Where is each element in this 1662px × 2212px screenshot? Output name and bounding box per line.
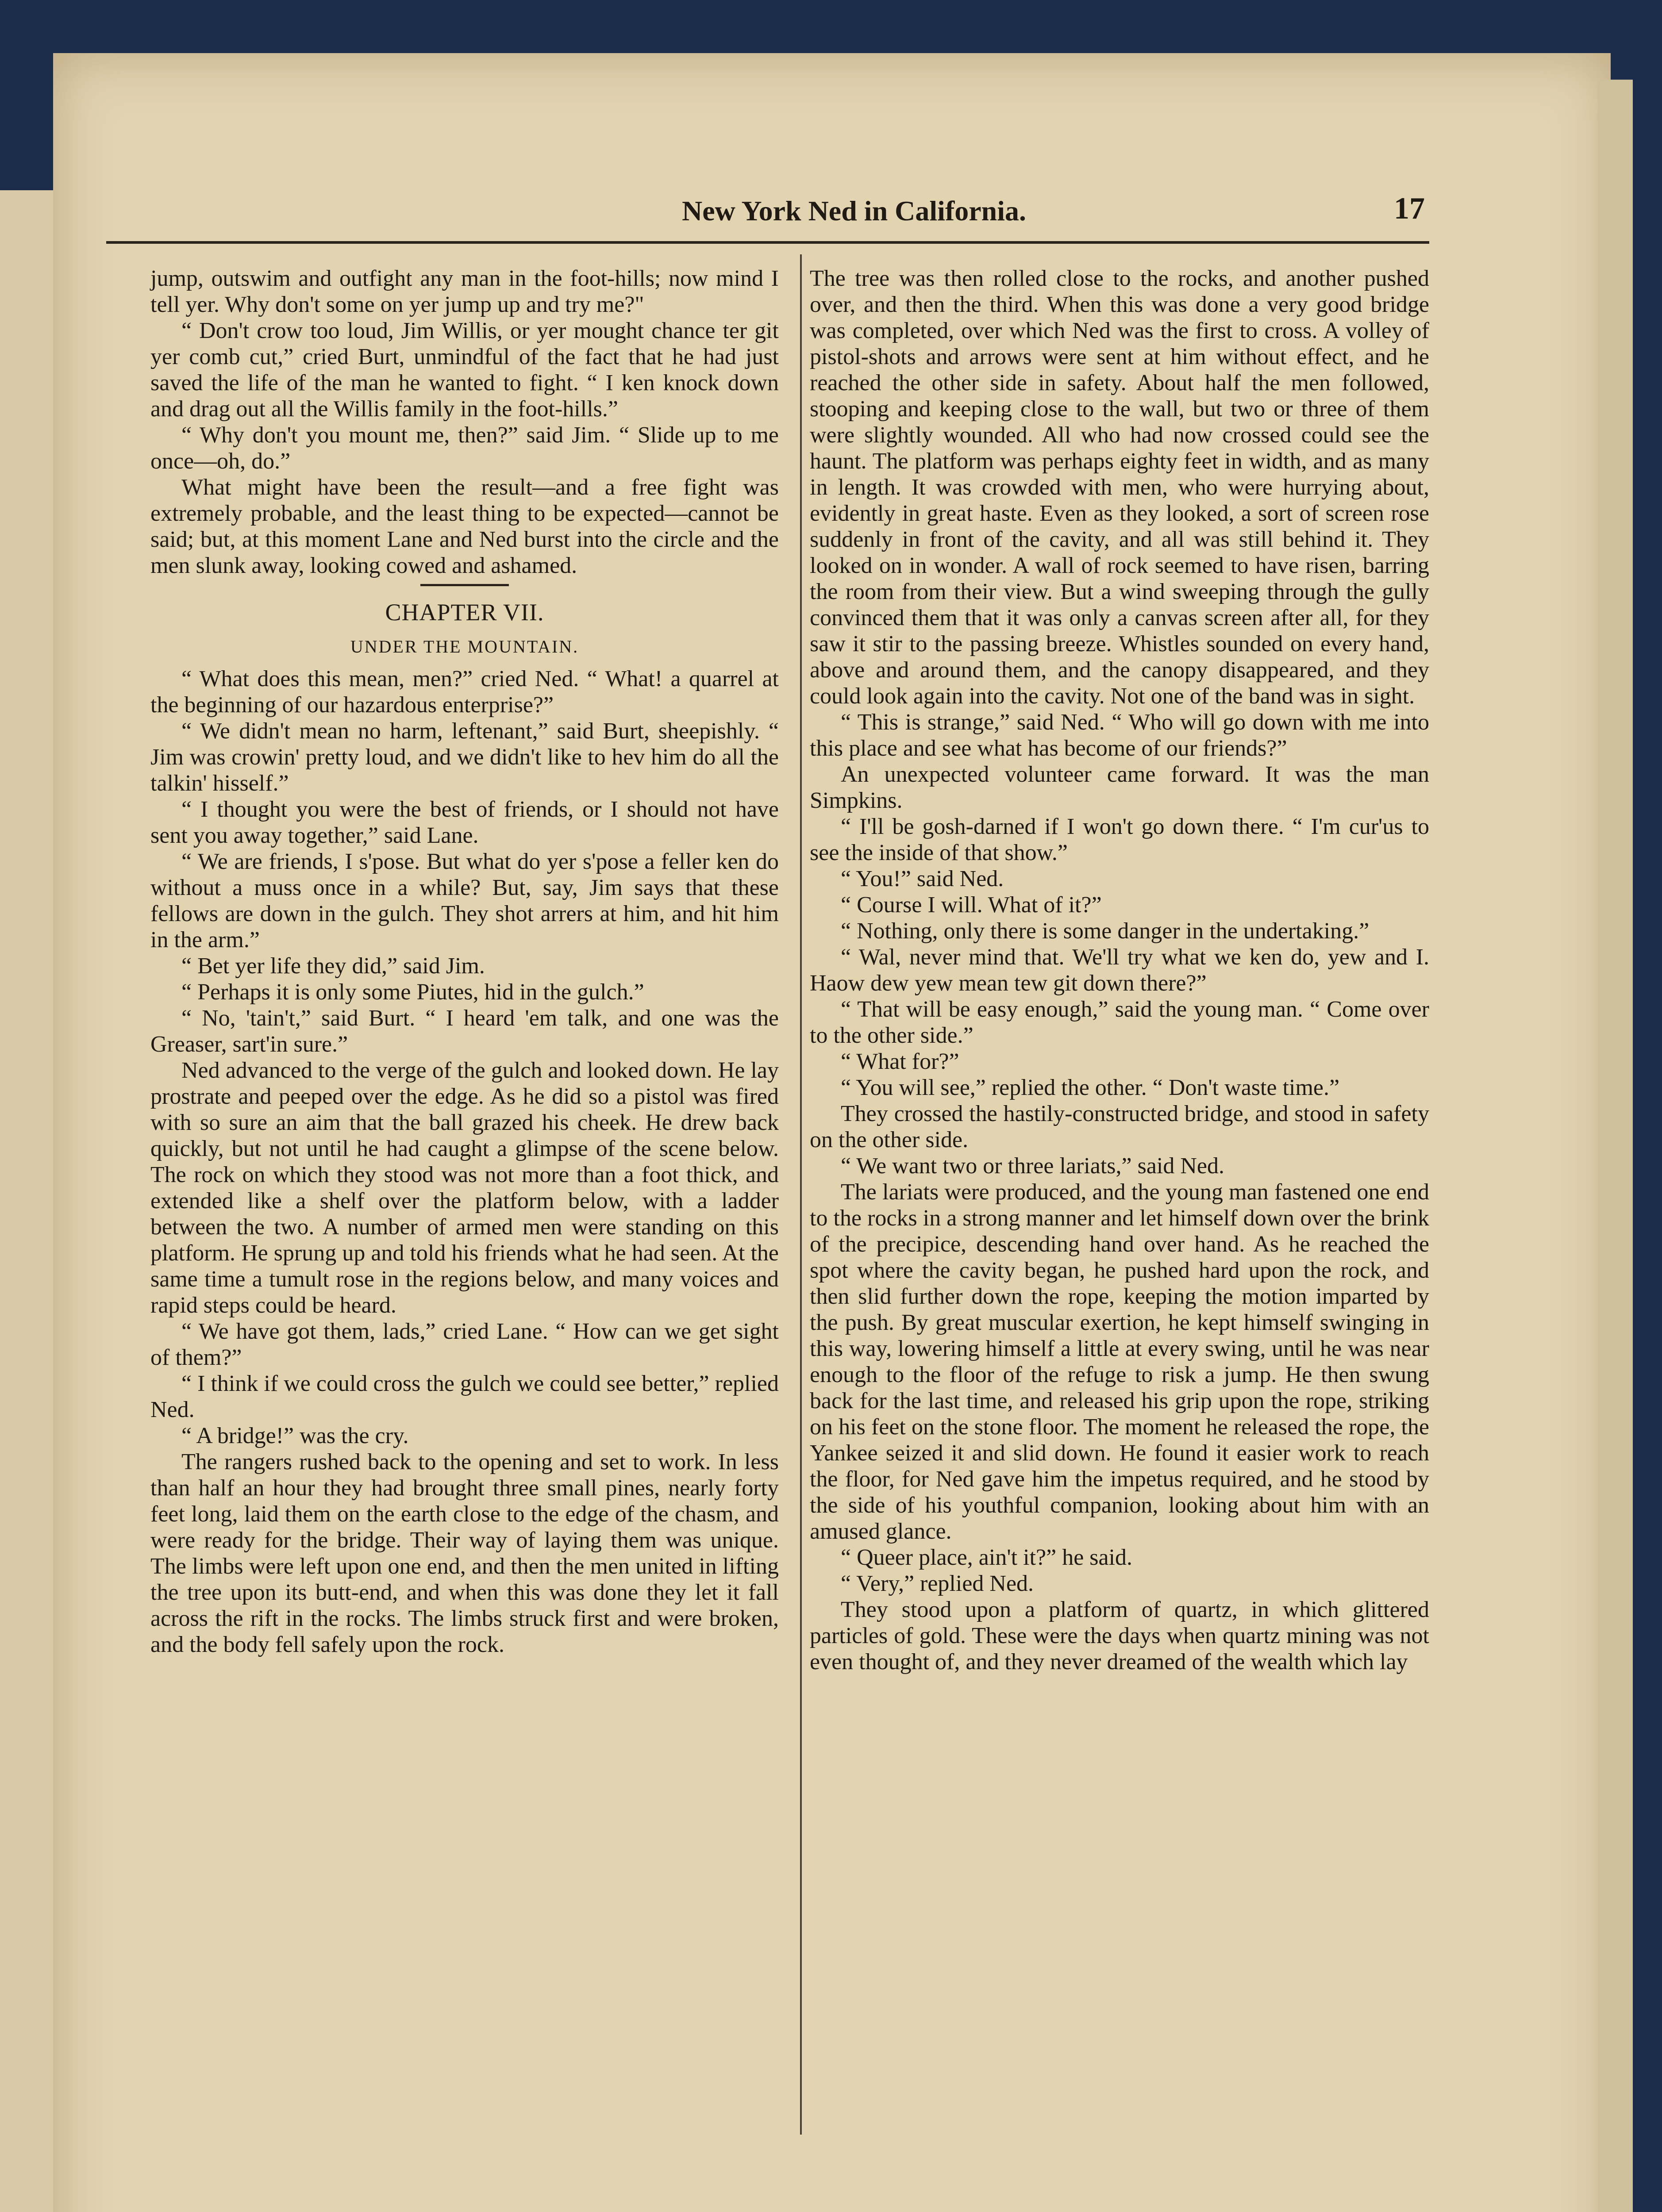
paragraph: “ I'll be gosh-darned if I won't go down there. “ I'm cur'us to see the inside of that show.” bbox=[810, 814, 1429, 865]
paragraph: The tree was then rolled close to the rocks, and another pushed over, and then the third. When this was done a very good bridge was completed, over which Ned was the first to cross. A volley of pistol-shots and arrows were sent at him without effect, and he reached the other side in safety. About half the men followed, stooping and keeping close to the wall, but two or three of them were slightly wounded. All who had now crossed could see the haunt. The platform was perhaps eighty feet in width, and as many in length. It was crowded with men, who were hurrying about, evidently in great haste. Even as they looked, a sort of screen rose suddenly in front of the cavity, and all was still behind it. They looked on in wonder. A wall of rock seemed to have risen, barring the room from their view. But a wind sweeping through the gully convinced them that it was only a canvas screen after all, for they saw it stir to the passing breeze. Whistles sounded on every hand, above and around them, and the canopy disappeared, and they could look again into the cavity. Not one of the band was in sight. bbox=[810, 266, 1429, 709]
page-stack-edge bbox=[1597, 80, 1633, 2212]
running-title: New York Ned in California. bbox=[681, 195, 1027, 227]
left-column bbox=[150, 265, 779, 1658]
paragraph: “ You will see,” replied the other. “ Don't waste time.” bbox=[841, 1075, 1340, 1100]
paragraph: “ A bridge!” was the cry. bbox=[181, 1423, 409, 1448]
paragraph: “ We didn't mean no harm, leftenant,” said Burt, sheepishly. “ Jim was crowin' pretty loud, and we didn't like to hev him do all the talkin' hisself.” bbox=[150, 718, 779, 796]
right-column bbox=[810, 265, 1429, 1675]
page-header bbox=[106, 190, 1429, 243]
header-rule bbox=[106, 241, 1429, 244]
chapter-subtitle: UNDER THE MOUNTAIN. bbox=[350, 637, 579, 657]
paragraph: “ Very,” replied Ned. bbox=[841, 1571, 1034, 1596]
paragraph: “ This is strange,” said Ned. “ Who will go down with me into this place and see what has become of our friends?” bbox=[810, 710, 1429, 761]
paragraph: What might have been the result—and a free fight was extremely probable, and the least thing to be expected—cannot be said; but, at this moment Lane and Ned burst into the circle and the men slunk away, looking cowed and ashamed. bbox=[150, 475, 779, 578]
paragraph: The lariats were produced, and the young man fastened one end to the rocks in a strong manner and let himself down over the brink of the precipice, descending hand over hand. As he reached the spot where the cavity began, he pushed hard upon the rock, and then slid further down the rope, keeping the motion imparted by the push. By great muscular exertion, he kept himself swinging in this way, lowering himself a little at every swing, until he was near enough to the floor of the refuge to risk a jump. He then swung back for the last time, and released his grip upon the rope, striking on his feet on the stone floor. The moment he released the rope, the Yankee seized it and slid down. He found it easier work to reach the floor, for Ned gave him the impetus required, and he stood by the side of his youthful companion, looking about him with an amused glance. bbox=[810, 1179, 1429, 1544]
column-divider bbox=[800, 254, 802, 2135]
chapter-separator bbox=[420, 584, 509, 586]
chapter-title: CHAPTER VII. bbox=[385, 599, 544, 626]
paragraph: “ Nothing, only there is some danger in the undertaking.” bbox=[841, 918, 1370, 944]
paragraph: Ned advanced to the verge of the gulch and looked down. He lay prostrate and peeped over the edge. As he did so a pistol was fired with so sure an aim that the ball grazed his cheek. He drew back quickly, but not until he had caught a glimpse of the scene below. The rock on which they stood was not more than a foot thick, and extended like a shelf over the platform below, with a ladder between the two. A number of armed men were standing on this platform. He sprung up and told his friends what he had seen. At the same time a tumult rose in the regions below, and many voices and rapid steps could be heard. bbox=[150, 1058, 779, 1318]
page-number: 17 bbox=[1394, 192, 1425, 226]
paragraph: “ Queer place, ain't it?” he said. bbox=[841, 1545, 1133, 1570]
paragraph: “ Perhaps it is only some Piutes, hid in the gulch.” bbox=[181, 979, 644, 1005]
paragraph: “ Course I will. What of it?” bbox=[841, 892, 1102, 918]
paragraph: “ We want two or three lariats,” said Ned. bbox=[841, 1153, 1224, 1179]
paragraph: “ We are friends, I s'pose. But what do yer s'pose a feller ken do without a muss once in a while? But, say, Jim says that these fellows are down in the gulch. They shot arrers at him, and hit him in the arm.” bbox=[150, 849, 779, 952]
paragraph: They stood upon a platform of quartz, in which glittered particles of gold. These were the days when quartz mining was not even thought of, and they never dreamed of the wealth which lay bbox=[810, 1597, 1429, 1674]
paragraph: “ That will be easy enough,” said the young man. “ Come over to the other side.” bbox=[810, 997, 1429, 1048]
paragraph: “ Wal, never mind that. We'll try what we ken do, yew and I. Haow dew yew mean tew git down there?” bbox=[810, 945, 1429, 996]
paragraph: “ You!” said Ned. bbox=[841, 866, 1004, 891]
paragraph: “ What for?” bbox=[841, 1049, 959, 1074]
paragraph: “ I thought you were the best of friends, or I should not have sent you away together,” said Lane. bbox=[150, 797, 779, 848]
paragraph: “ No, 'tain't,” said Burt. “ I heard 'em talk, and one was the Greaser, sart'in sure.” bbox=[150, 1006, 779, 1057]
paragraph: The rangers rushed back to the opening and set to work. In less than half an hour they had brought three small pines, nearly forty feet long, laid them on the earth close to the edge of the chasm, and were ready for the bridge. Their way of laying them was unique. The limbs were left upon one end, and then the men united in lifting the tree upon its butt-end, and when this was done they let it fall across the rift in the rocks. The limbs struck first and were broken, and the body fell safely upon the rock. bbox=[150, 1449, 779, 1657]
paragraph: “ Don't crow too loud, Jim Willis, or yer mought chance ter git yer comb cut,” cried Burt, unmindful of the fact that he had just saved the life of the man he wanted to fight. “ I ken knock down and drag out all the Willis family in the foot-hills.” bbox=[150, 318, 779, 422]
paragraph: “ I think if we could cross the gulch we could see better,” replied Ned. bbox=[150, 1371, 779, 1422]
paragraph: “ We have got them, lads,” cried Lane. “ How can we get sight of them?” bbox=[150, 1319, 779, 1370]
paragraph: An unexpected volunteer came forward. It was the man Simpkins. bbox=[810, 762, 1429, 813]
paragraph: “ What does this mean, men?” cried Ned. “ What! a quarrel at the beginning of our hazardous enterprise?” bbox=[150, 666, 779, 718]
paragraph: “ Bet yer life they did,” said Jim. bbox=[181, 953, 485, 979]
paragraph: “ Why don't you mount me, then?” said Jim. “ Slide up to me once—oh, do.” bbox=[150, 422, 779, 474]
paragraph: They crossed the hastily-constructed bridge, and stood in safety on the other side. bbox=[810, 1101, 1429, 1152]
paragraph: jump, outswim and outfight any man in the foot-hills; now mind I tell yer. Why don't some on yer jump up and try me?" bbox=[150, 266, 779, 317]
